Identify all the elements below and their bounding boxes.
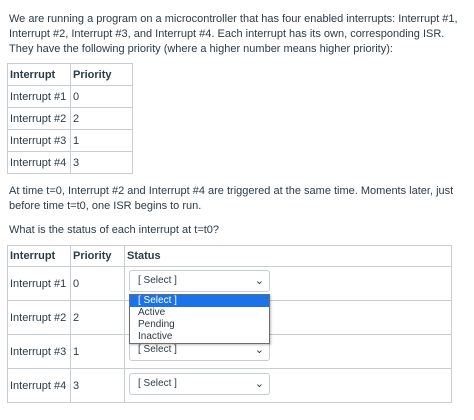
interrupt-cell: Interrupt #2 <box>8 108 71 130</box>
table-row <box>8 152 133 174</box>
table-row <box>8 108 133 130</box>
chevron-down-icon: ⌄ <box>254 378 264 390</box>
dropdown-option-active[interactable]: Active <box>138 307 166 318</box>
interrupt-cell: Interrupt #4 <box>8 369 71 403</box>
priority-cell: 2 <box>71 301 125 335</box>
question-intro: We are running a program on a microcontroller that has four enabled interrupts: Interrupt #1, Interrupt #2, Interrupt #3, and Interrupt #4. Each interrupt has its own, corresponding ISR. They have the following priority (where a higher number means higher priority): <box>9 13 458 55</box>
column-header-interrupt: Interrupt <box>8 64 71 86</box>
interrupt-cell: Interrupt #4 <box>8 152 71 174</box>
interrupt-cell: Interrupt #3 <box>8 335 71 369</box>
interrupt-cell: Interrupt #1 <box>8 267 71 301</box>
question-prompt: What is the status of each interrupt at t=t0? <box>9 224 220 236</box>
column-header-interrupt: Interrupt <box>8 246 71 267</box>
chevron-down-icon: ⌄ <box>254 275 264 287</box>
column-header-priority: Priority <box>71 246 125 267</box>
interrupt-cell: Interrupt #3 <box>8 130 71 152</box>
interrupt-cell: Interrupt #2 <box>8 301 71 335</box>
dropdown-option-inactive[interactable]: Inactive <box>138 331 173 342</box>
priority-cell: 1 <box>71 130 133 152</box>
chevron-down-icon: ⌄ <box>254 344 264 356</box>
select-value: [ Select ] <box>138 378 177 389</box>
table-header-row <box>8 246 452 267</box>
select-value: [ Select ] <box>138 344 177 355</box>
table-row <box>8 130 133 152</box>
column-header-status: Status <box>125 246 452 267</box>
question-event: At time t=0, Interrupt #2 and Interrupt #4 are triggered at the same time. Moments later, just before time t=t0, one ISR begins to run. <box>9 185 454 212</box>
priority-cell: 3 <box>71 152 133 174</box>
priority-cell: 1 <box>71 335 125 369</box>
table-header-row <box>8 64 133 86</box>
priority-cell: 3 <box>71 369 125 403</box>
status-select-interrupt-1[interactable] <box>129 270 270 292</box>
select-value: [ Select ] <box>138 275 177 286</box>
status-select-interrupt-4[interactable] <box>129 373 270 395</box>
dropdown-option-pending[interactable]: Pending <box>138 319 175 330</box>
priority-cell: 2 <box>71 108 133 130</box>
dropdown-option-select[interactable]: [ Select ] <box>130 295 269 307</box>
status-dropdown-interrupt-2[interactable] <box>129 294 270 344</box>
column-header-priority: Priority <box>71 64 133 86</box>
table-row <box>8 86 133 108</box>
priority-cell: 0 <box>71 267 125 301</box>
priority-table <box>7 63 133 174</box>
priority-cell: 0 <box>71 86 133 108</box>
interrupt-cell: Interrupt #1 <box>8 86 71 108</box>
